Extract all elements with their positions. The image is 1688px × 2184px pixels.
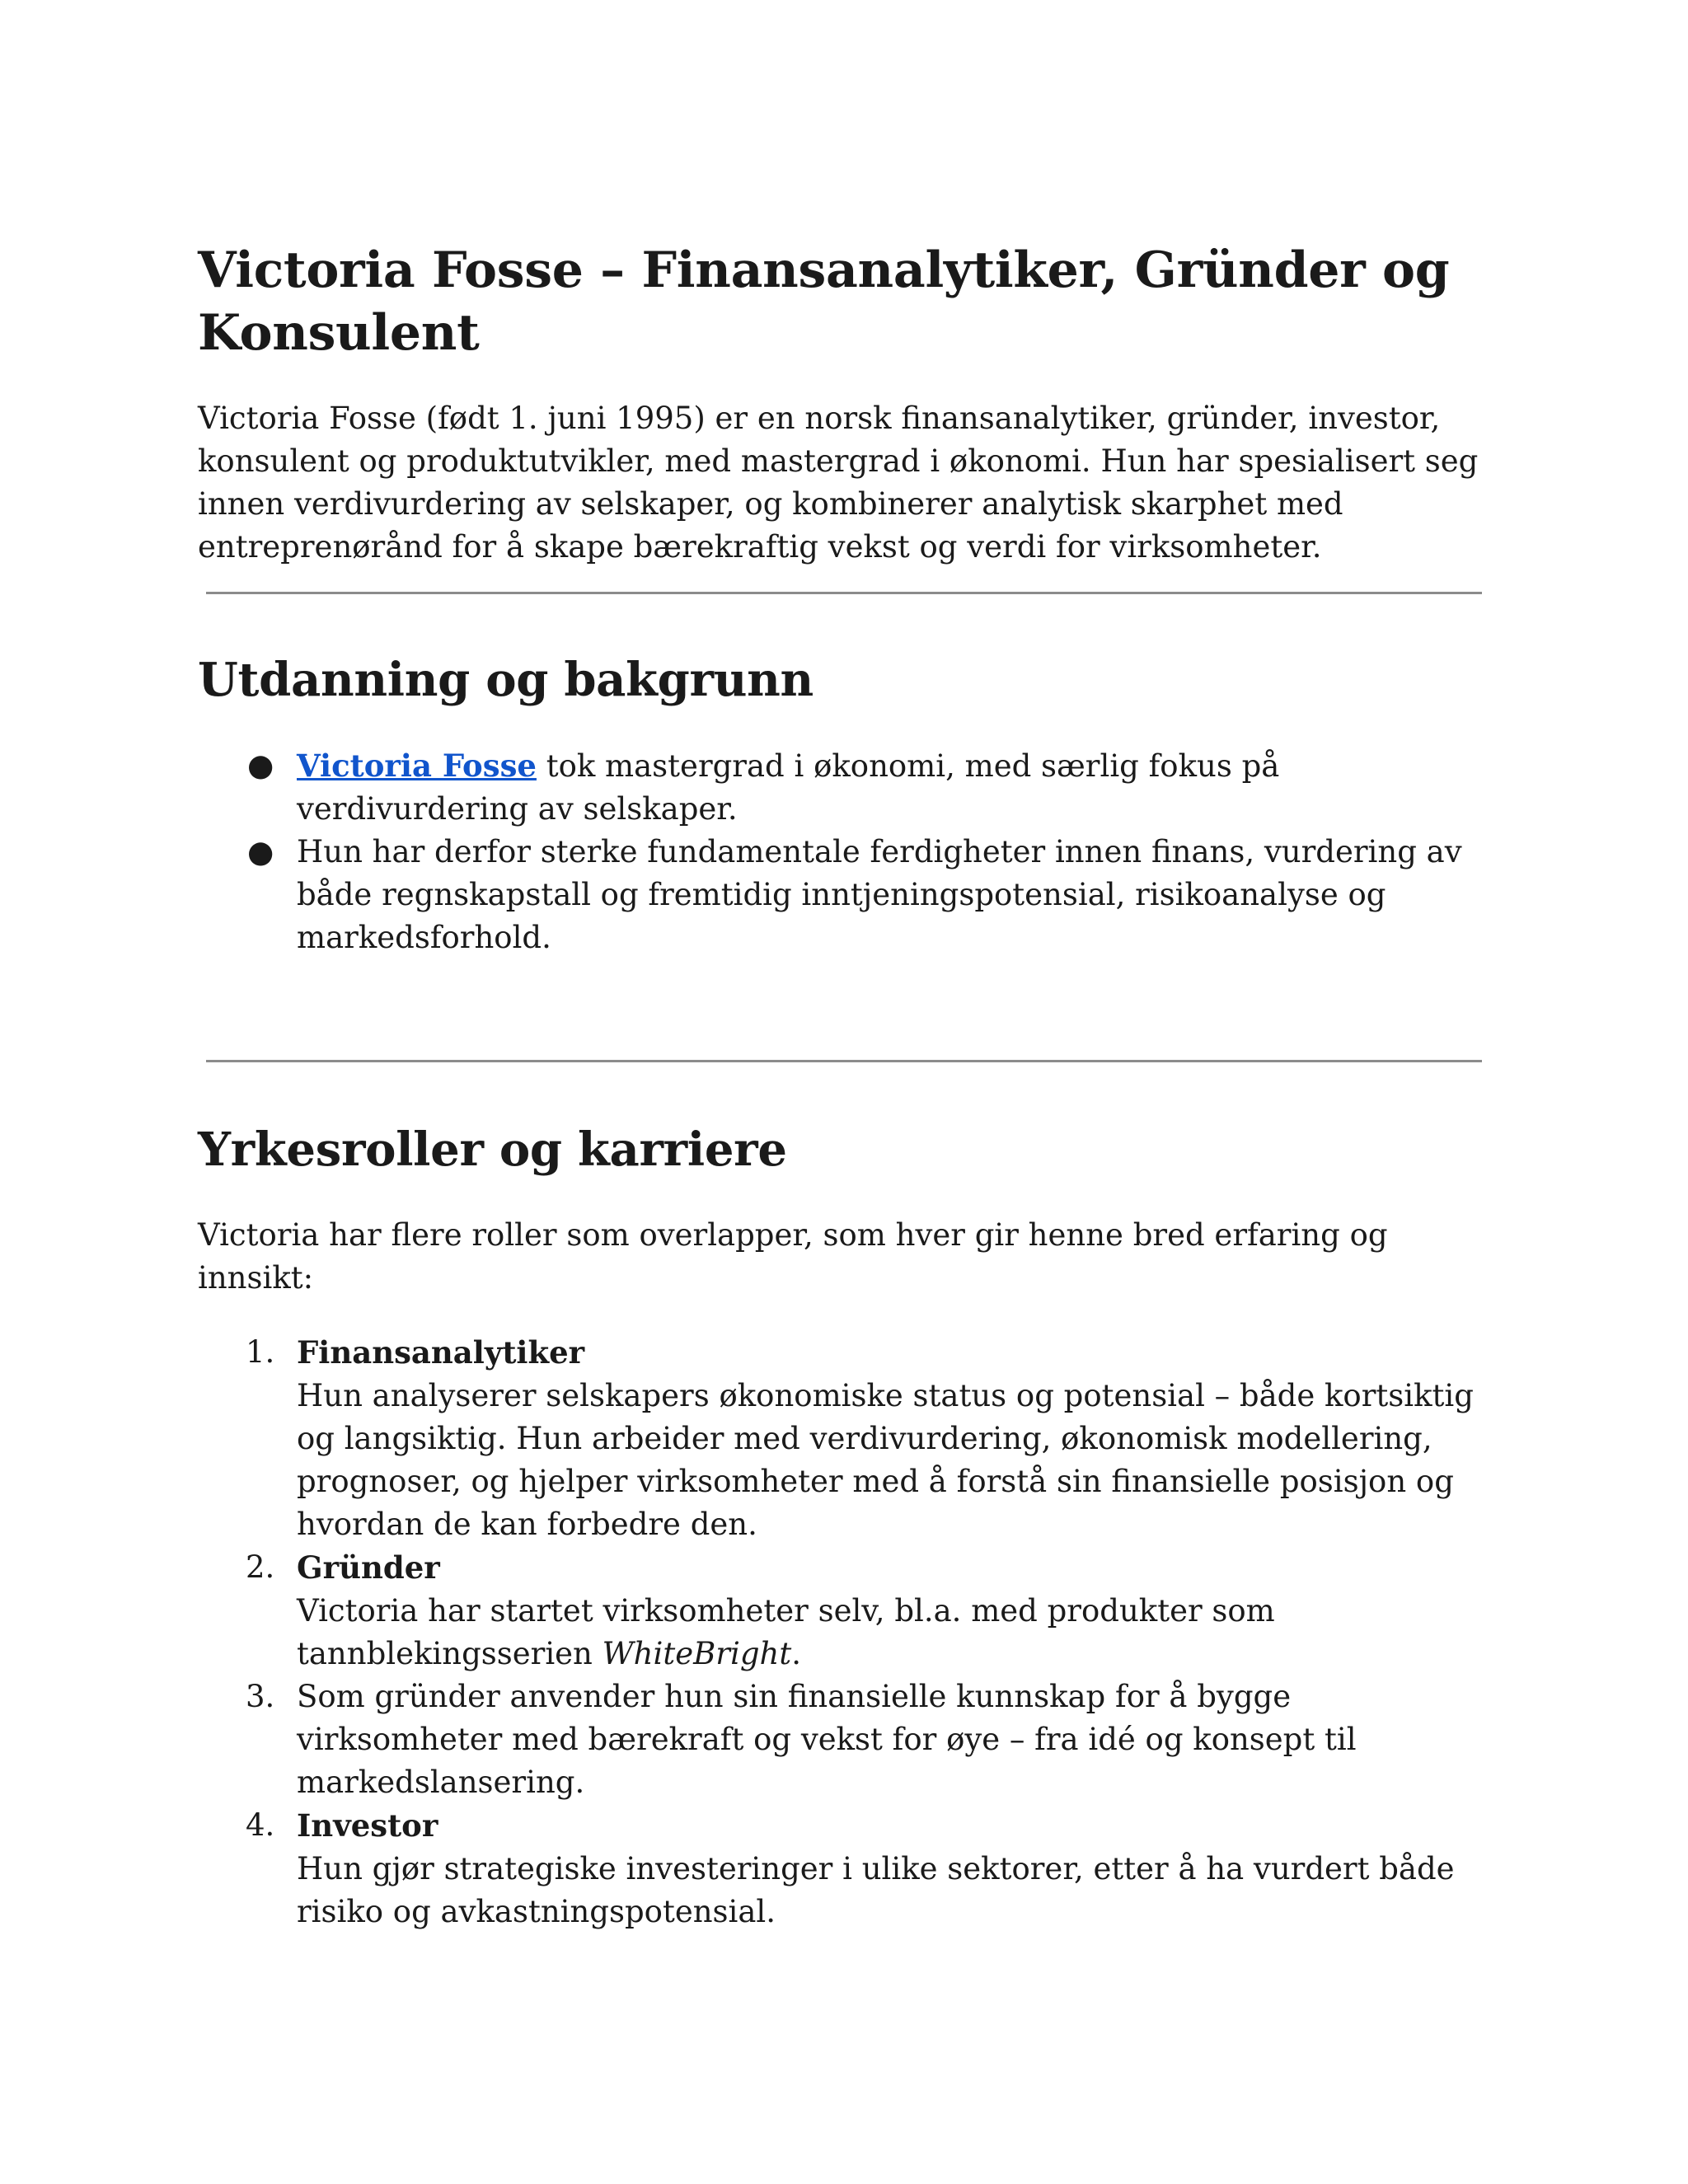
- list-item-text: tok mastergrad i økonomi, med særlig fokus på verdivurdering av selskaper.: [297, 748, 1280, 827]
- list-number: 3.: [246, 1679, 275, 1714]
- list-item: [198, 831, 1492, 959]
- list-number: 1.: [246, 1334, 275, 1370]
- role-description: Victoria har startet virksomheter selv, bl.a. med produkter som tannblekingsserien: [297, 1593, 1275, 1671]
- victoria-fosse-link[interactable]: Victoria Fosse: [297, 748, 537, 784]
- role-description: Hun gjør strategiske investeringer i ulike sektorer, etter å ha vurdert både risiko og avkastningspotensial.: [297, 1851, 1455, 1929]
- list-item: [198, 1331, 1492, 1546]
- career-list: [198, 1331, 1492, 1933]
- list-number: 4.: [246, 1807, 275, 1843]
- list-item-text: Hun har derfor sterke fundamentale ferdigheter innen finans, vurdering av både regnskapstall og fremtidig inntjeningspotensial, risikoanalyse og markedsforhold.: [297, 834, 1462, 955]
- list-item-text: Som gründer anvender hun sin finansielle kunnskap for å bygge virksomheter med bærekraft og vekst for øye – fra idé og konsept til markedslansering.: [297, 1679, 1357, 1800]
- role-title: Investor: [297, 1807, 438, 1844]
- education-heading: Utdanning og bakgrunn: [198, 653, 814, 707]
- bullet-icon: ●: [247, 748, 274, 783]
- list-number: 2.: [246, 1549, 275, 1585]
- role-title: Gründer: [297, 1549, 440, 1586]
- role-description-end: .: [791, 1636, 801, 1671]
- bullet-icon: ●: [247, 834, 274, 869]
- intro-paragraph: Victoria Fosse (født 1. juni 1995) er en norsk finansanalytiker, gründer, investor, konsulent og produktutvikler, med mastergrad i økonomi. Hun har spesialisert seg innen verdivurdering av selskaper, og kombinerer analytisk skarphet med entreprenørånd for å skape bærekraftig vekst og verdi for virksomheter.: [198, 401, 1479, 565]
- role-title: Finansanalytiker: [297, 1334, 585, 1371]
- list-item: [198, 744, 1492, 831]
- career-heading: Yrkesroller og karriere: [198, 1122, 787, 1177]
- list-item: [198, 1546, 1492, 1675]
- page-title: Victoria Fosse – Finansanalytiker, Gründer og Konsulent: [198, 241, 1450, 362]
- role-description: Hun analyserer selskapers økonomiske status og potensial – både kortsiktig og langsiktig. Hun arbeider med verdivurdering, økonomisk modellering, prognoser, og hjelper virksomheter med å forstå sin finansielle posisjon og hvordan de kan forbedre den.: [297, 1378, 1474, 1542]
- brand-name: WhiteBright: [602, 1636, 792, 1671]
- list-item: [198, 1804, 1492, 1933]
- list-item: [198, 1675, 1492, 1804]
- section-divider: [206, 1060, 1482, 1062]
- section-divider: [206, 592, 1482, 594]
- document-page: [198, 239, 1492, 1933]
- career-intro: Victoria har flere roller som overlapper, som hver gir henne bred erfaring og innsikt:: [198, 1217, 1388, 1296]
- education-list: [198, 744, 1492, 959]
